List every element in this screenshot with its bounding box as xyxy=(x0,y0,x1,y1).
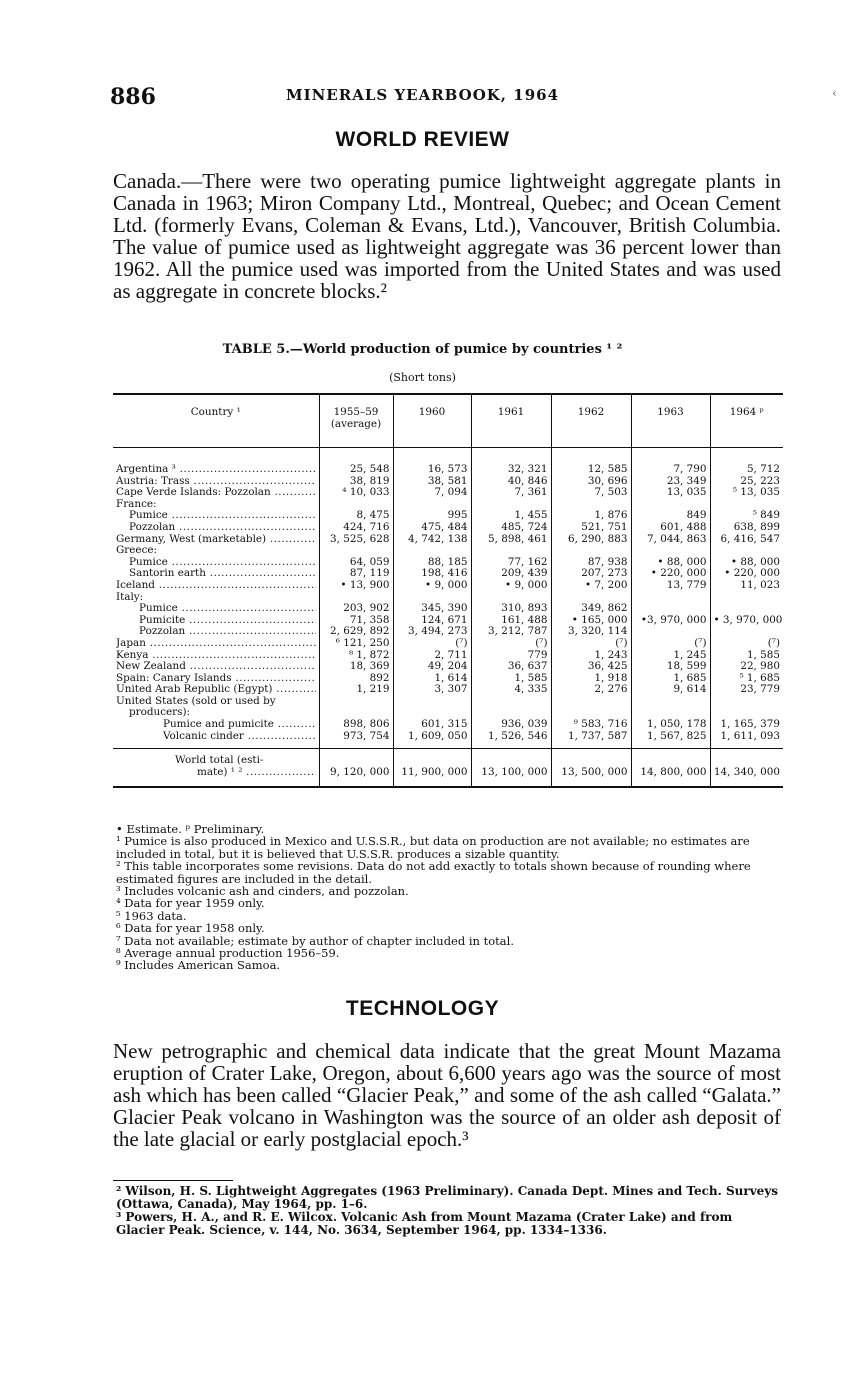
value-cell: ⁴ 10, 033 xyxy=(319,487,393,499)
table-row xyxy=(113,476,783,488)
table-row xyxy=(113,626,783,638)
value-cell: 6, 416, 547 xyxy=(710,534,783,546)
country-cell xyxy=(113,510,319,522)
table-row xyxy=(113,487,783,499)
value-cell: 207, 273 xyxy=(551,568,631,580)
value-cell: ⁵ 13, 035 xyxy=(710,487,783,499)
table-footnote: ⁸ Average annual production 1956–59. xyxy=(116,946,340,961)
country-cell xyxy=(113,545,319,557)
technology-paragraph: New petrographic and chemical data indicate that the great Mount Mazama eruption of Crater Lake, Oregon, about 6,600 years ago was the source of most ash which has been called “Glacier Peak,” and some of the ash called “Galata.” Glacier Peak volcano in Washington was the source of an older ash deposit of the late glacial or early postglacial epoch.³ xyxy=(113,1039,781,1151)
value-cell: 521, 751 xyxy=(551,522,631,534)
value-cell: 87, 119 xyxy=(319,568,393,580)
page-footnote: ² Wilson, H. S. Lightweight Aggregates (1963 Preliminary). Canada Dept. Mines and Tech. Surveys (Ottawa, Canada), May 1964, pp. 1–6. xyxy=(116,1184,779,1211)
table-row xyxy=(113,522,783,534)
total-cell: 9, 120, 000 xyxy=(319,749,393,788)
country-cell xyxy=(113,448,319,476)
country-label: Greece: xyxy=(116,545,158,557)
country-cell xyxy=(113,557,319,569)
value-cell: 23, 349 xyxy=(631,476,710,488)
value-cell: 638, 899 xyxy=(710,522,783,534)
value-cell: 7, 503 xyxy=(551,487,631,499)
value-cell xyxy=(710,545,783,557)
country-cell xyxy=(113,684,319,696)
value-cell: 1, 585 xyxy=(471,673,551,685)
value-cell xyxy=(631,707,710,719)
value-cell: 30, 696 xyxy=(551,476,631,488)
value-cell xyxy=(710,603,783,615)
country-cell xyxy=(113,615,319,627)
value-cell xyxy=(393,499,471,511)
value-cell: ⁸ 1, 872 xyxy=(319,650,393,662)
table-row xyxy=(113,719,783,731)
value-cell: 88, 185 xyxy=(393,557,471,569)
pumice-production-table xyxy=(113,393,783,788)
value-cell: (⁷) xyxy=(710,638,783,650)
table-footnote: ⁹ Includes American Samoa. xyxy=(116,958,281,973)
value-cell: 49, 204 xyxy=(393,661,471,673)
value-cell: 71, 358 xyxy=(319,615,393,627)
value-cell: 1, 455 xyxy=(471,510,551,522)
table-row xyxy=(113,650,783,662)
value-cell: 198, 416 xyxy=(393,568,471,580)
table-row xyxy=(113,684,783,696)
value-cell xyxy=(471,592,551,604)
value-cell: (⁷) xyxy=(393,638,471,650)
value-cell: • 165, 000 xyxy=(551,615,631,627)
table-footnote: ² This table incorporates some revisions. Data do not add exactly to totals shown because of rounding where estimated figures are included in the detail. xyxy=(116,859,751,886)
table-row xyxy=(113,707,783,719)
table-footnotes xyxy=(116,823,784,972)
world-review-heading: WORLD REVIEW xyxy=(335,128,510,151)
value-cell: •3, 970, 000 xyxy=(631,615,710,627)
value-cell: 995 xyxy=(393,510,471,522)
table-row xyxy=(113,592,783,604)
total-cell: 13, 100, 000 xyxy=(471,749,551,788)
value-cell: • 13, 900 xyxy=(319,580,393,592)
value-cell xyxy=(319,499,393,511)
table-footnote: ⁷ Data not available; estimate by author of chapter included in total. xyxy=(116,933,514,948)
value-cell: • 9, 000 xyxy=(393,580,471,592)
country-label: France: xyxy=(116,498,157,510)
table-footnote: ⁴ Data for year 1959 only. xyxy=(116,896,265,911)
value-cell: • 7, 200 xyxy=(551,580,631,592)
table-row xyxy=(113,615,783,627)
value-cell: 7, 094 xyxy=(393,487,471,499)
column-header: 1963 xyxy=(631,394,710,448)
value-cell: • 220, 000 xyxy=(710,568,783,580)
country-label: Pumice ..... xyxy=(139,603,316,615)
value-cell: 7, 790 xyxy=(631,448,710,476)
value-cell: 1, 611, 093 xyxy=(710,731,783,749)
value-cell: 1, 243 xyxy=(551,650,631,662)
country-label: Japan ..... xyxy=(116,638,316,650)
country-label: Pumice ..... xyxy=(129,557,316,569)
value-cell: 973, 754 xyxy=(319,731,393,749)
value-cell xyxy=(631,626,710,638)
value-cell xyxy=(319,592,393,604)
country-label: Pumicite ..... xyxy=(139,615,316,627)
technology-heading: TECHNOLOGY xyxy=(345,997,500,1020)
value-cell: 6, 290, 883 xyxy=(551,534,631,546)
value-cell: 779 xyxy=(471,650,551,662)
total-label-line2: mate) ¹ ² ..... xyxy=(175,767,316,779)
value-cell: 16, 573 xyxy=(393,448,471,476)
value-cell: 38, 581 xyxy=(393,476,471,488)
country-cell xyxy=(113,476,319,488)
value-cell xyxy=(471,545,551,557)
value-cell: 601, 488 xyxy=(631,522,710,534)
value-cell xyxy=(319,696,393,708)
table-caption: TABLE 5.—World production of pumice by countries ¹ ² xyxy=(222,342,623,357)
value-cell xyxy=(710,592,783,604)
value-cell: 424, 716 xyxy=(319,522,393,534)
value-cell xyxy=(631,545,710,557)
value-cell: (⁷) xyxy=(471,638,551,650)
table-row xyxy=(113,696,783,708)
country-cell xyxy=(113,650,319,662)
value-cell xyxy=(471,707,551,719)
column-header: 1962 xyxy=(551,394,631,448)
value-cell: • 220, 000 xyxy=(631,568,710,580)
world-review-paragraph: Canada.—There were two operating pumice lightweight aggregate plants in Canada in 1963; Miron Company Ltd., Montreal, Quebec; and Ocean Cement Ltd. (formerly Evans, Coleman & Evans, Ltd.), Vancouver, British Columbia. The value of pumice used as lightweight aggregate was 36 percent lower than 1962. All the pumice used was imported from the United States and was used as aggregate in concrete blocks.² xyxy=(113,169,781,303)
value-cell: 898, 806 xyxy=(319,719,393,731)
page-footnotes xyxy=(116,1185,784,1237)
value-cell: 1, 050, 178 xyxy=(631,719,710,731)
page-number: 886 xyxy=(110,84,156,110)
value-cell: 25, 223 xyxy=(710,476,783,488)
value-cell: 3, 525, 628 xyxy=(319,534,393,546)
value-cell xyxy=(319,707,393,719)
value-cell xyxy=(710,626,783,638)
country-label: Argentina ³ ..... xyxy=(116,464,316,476)
value-cell: 1, 165, 379 xyxy=(710,719,783,731)
value-cell xyxy=(710,696,783,708)
column-header: 1961 xyxy=(471,394,551,448)
value-cell xyxy=(710,707,783,719)
country-label: Italy: xyxy=(116,591,144,603)
table-total-row xyxy=(113,749,783,788)
table-row xyxy=(113,568,783,580)
table-footnote: ¹ Pumice is also produced in Mexico and U.S.S.R., but data on production are not available; no estimates are included in total, but it is believed that U.S.S.R. produces a sizable quantity. xyxy=(116,834,750,861)
value-cell xyxy=(471,696,551,708)
value-cell xyxy=(393,696,471,708)
value-cell: 310, 893 xyxy=(471,603,551,615)
value-cell: 12, 585 xyxy=(551,448,631,476)
value-cell: 1, 567, 825 xyxy=(631,731,710,749)
column-header: Country ¹ xyxy=(190,406,241,418)
margin-mark: ‹ xyxy=(832,86,837,100)
table-row xyxy=(113,580,783,592)
value-cell: 203, 902 xyxy=(319,603,393,615)
country-cell xyxy=(113,731,319,749)
country-cell xyxy=(113,696,319,708)
value-cell: 209, 439 xyxy=(471,568,551,580)
value-cell: 5, 898, 461 xyxy=(471,534,551,546)
value-cell xyxy=(319,545,393,557)
value-cell: ⁹ 583, 716 xyxy=(551,719,631,731)
value-cell: 1, 585 xyxy=(710,650,783,662)
table-row xyxy=(113,557,783,569)
value-cell: 3, 212, 787 xyxy=(471,626,551,638)
value-cell: 892 xyxy=(319,673,393,685)
country-label: Austria: Trass ..... xyxy=(116,476,316,488)
value-cell xyxy=(393,592,471,604)
value-cell: • 88, 000 xyxy=(631,557,710,569)
column-header: 1964 ᵖ xyxy=(710,394,783,448)
value-cell xyxy=(393,545,471,557)
total-cell: 14, 340, 000 xyxy=(710,749,783,788)
country-cell xyxy=(113,673,319,685)
value-cell: 23, 779 xyxy=(710,684,783,696)
country-label: Pozzolan ..... xyxy=(139,626,316,638)
value-cell: 11, 023 xyxy=(710,580,783,592)
value-cell: 13, 035 xyxy=(631,487,710,499)
value-cell: 1, 918 xyxy=(551,673,631,685)
country-label: Spain: Canary Islands ..... xyxy=(116,673,316,685)
country-cell xyxy=(113,580,319,592)
value-cell xyxy=(631,696,710,708)
table-row xyxy=(113,731,783,749)
footnote-rule xyxy=(113,1180,233,1181)
value-cell: 936, 039 xyxy=(471,719,551,731)
value-cell: 18, 599 xyxy=(631,661,710,673)
table-row xyxy=(113,603,783,615)
page-footnote: ³ Powers, H. A., and R. E. Wilcox. Volcanic Ash from Mount Mazama (Crater Lake) and from Glacier Peak. Science, v. 144, No. 3634, September 1964, pp. 1334–1336. xyxy=(116,1210,733,1237)
total-cell: 14, 800, 000 xyxy=(631,749,710,788)
value-cell: 13, 779 xyxy=(631,580,710,592)
value-cell: 4, 742, 138 xyxy=(393,534,471,546)
country-label: Germany, West (marketable) ..... xyxy=(116,534,316,546)
country-cell xyxy=(113,661,319,673)
value-cell: 475, 484 xyxy=(393,522,471,534)
value-cell: 1, 876 xyxy=(551,510,631,522)
value-cell: • 9, 000 xyxy=(471,580,551,592)
country-label: Pumice ..... xyxy=(129,510,316,522)
value-cell: 2, 276 xyxy=(551,684,631,696)
country-label: producers): xyxy=(129,707,191,719)
value-cell: 1, 614 xyxy=(393,673,471,685)
country-cell xyxy=(113,592,319,604)
table-footnote: ³ Includes volcanic ash and cinders, and pozzolan. xyxy=(116,884,409,899)
value-cell: 38, 819 xyxy=(319,476,393,488)
value-cell xyxy=(551,707,631,719)
value-cell: 36, 425 xyxy=(551,661,631,673)
country-label: Pozzolan ..... xyxy=(129,522,316,534)
value-cell: 36, 637 xyxy=(471,661,551,673)
table-row xyxy=(113,673,783,685)
value-cell: 25, 548 xyxy=(319,448,393,476)
value-cell: 485, 724 xyxy=(471,522,551,534)
country-cell xyxy=(113,603,319,615)
country-cell xyxy=(113,638,319,650)
value-cell: (⁷) xyxy=(551,638,631,650)
country-label: United Arab Republic (Egypt) ..... xyxy=(116,684,316,696)
value-cell xyxy=(393,707,471,719)
value-cell: 345, 390 xyxy=(393,603,471,615)
value-cell: 349, 862 xyxy=(551,603,631,615)
value-cell: 1, 685 xyxy=(631,673,710,685)
table-header-row xyxy=(113,394,783,448)
table-row xyxy=(113,534,783,546)
value-cell: 22, 980 xyxy=(710,661,783,673)
total-label-line1: World total (esti- xyxy=(175,754,264,767)
value-cell: 64, 059 xyxy=(319,557,393,569)
value-cell: 124, 671 xyxy=(393,615,471,627)
column-header: 1960 xyxy=(393,394,471,448)
value-cell: ⁵ 1, 685 xyxy=(710,673,783,685)
value-cell: 1, 737, 587 xyxy=(551,731,631,749)
value-cell: 18, 369 xyxy=(319,661,393,673)
value-cell xyxy=(631,592,710,604)
value-cell: 161, 488 xyxy=(471,615,551,627)
country-cell xyxy=(113,487,319,499)
value-cell: 8, 475 xyxy=(319,510,393,522)
total-cell: 11, 900, 000 xyxy=(393,749,471,788)
value-cell: 849 xyxy=(631,510,710,522)
total-label xyxy=(113,749,319,788)
value-cell xyxy=(710,499,783,511)
value-cell: • 88, 000 xyxy=(710,557,783,569)
table-body xyxy=(113,448,783,749)
table-row xyxy=(113,545,783,557)
value-cell: 601, 315 xyxy=(393,719,471,731)
value-cell: 5, 712 xyxy=(710,448,783,476)
total-cell: 13, 500, 000 xyxy=(551,749,631,788)
table-row xyxy=(113,661,783,673)
table-row xyxy=(113,499,783,511)
table-footnote: • Estimate. ᵖ Preliminary. xyxy=(116,822,265,836)
value-cell: 3, 307 xyxy=(393,684,471,696)
value-cell: 32, 321 xyxy=(471,448,551,476)
country-label: Volcanic cinder ..... xyxy=(163,731,316,743)
country-label: United States (sold or used by xyxy=(116,695,276,707)
value-cell: 9, 614 xyxy=(631,684,710,696)
value-cell: 77, 162 xyxy=(471,557,551,569)
value-cell: (⁷) xyxy=(631,638,710,650)
country-cell xyxy=(113,522,319,534)
value-cell xyxy=(631,499,710,511)
value-cell: 1, 609, 050 xyxy=(393,731,471,749)
value-cell: • 3, 970, 000 xyxy=(710,615,783,627)
table-row xyxy=(113,638,783,650)
value-cell: ⁵ 849 xyxy=(710,510,783,522)
value-cell xyxy=(551,592,631,604)
column-header: 1955–59 (average) xyxy=(319,394,393,448)
country-label: Cape Verde Islands: Pozzolan ..... xyxy=(116,487,316,499)
country-cell xyxy=(113,534,319,546)
country-cell xyxy=(113,568,319,580)
table-footnote: ⁶ Data for year 1958 only. xyxy=(116,921,265,936)
value-cell xyxy=(551,545,631,557)
value-cell: 87, 938 xyxy=(551,557,631,569)
value-cell: 7, 044, 863 xyxy=(631,534,710,546)
country-label: Pumice and pumicite ..... xyxy=(163,719,316,731)
value-cell xyxy=(551,499,631,511)
table-footnote: ⁵ 1963 data. xyxy=(116,908,187,923)
country-cell xyxy=(113,719,319,731)
country-label: Iceland ..... xyxy=(116,580,316,592)
table-unit: (Short tons) xyxy=(389,371,456,384)
value-cell: 3, 320, 114 xyxy=(551,626,631,638)
value-cell: ⁶ 121, 250 xyxy=(319,638,393,650)
value-cell: 1, 526, 546 xyxy=(471,731,551,749)
value-cell: 4, 335 xyxy=(471,684,551,696)
value-cell: 1, 245 xyxy=(631,650,710,662)
country-cell xyxy=(113,707,319,719)
value-cell: 40, 846 xyxy=(471,476,551,488)
table-row xyxy=(113,448,783,476)
value-cell: 2, 629, 892 xyxy=(319,626,393,638)
country-cell xyxy=(113,626,319,638)
value-cell xyxy=(471,499,551,511)
value-cell: 2, 711 xyxy=(393,650,471,662)
running-header: MINERALS YEARBOOK, 1964 xyxy=(285,86,560,104)
table-row xyxy=(113,510,783,522)
value-cell: 3, 494, 273 xyxy=(393,626,471,638)
value-cell: 1, 219 xyxy=(319,684,393,696)
country-label: Kenya ..... xyxy=(116,650,316,662)
country-cell xyxy=(113,499,319,511)
country-label: New Zealand ..... xyxy=(116,661,316,673)
country-label: Santorin earth ..... xyxy=(129,568,316,580)
value-cell: 7, 361 xyxy=(471,487,551,499)
value-cell xyxy=(551,696,631,708)
value-cell xyxy=(631,603,710,615)
